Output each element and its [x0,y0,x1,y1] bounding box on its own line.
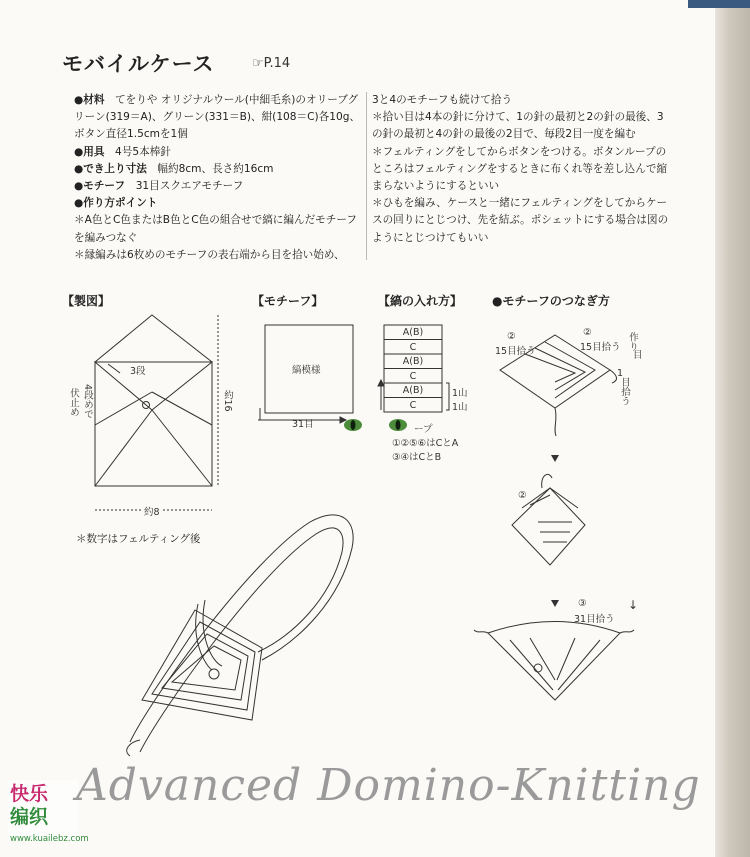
joining-n2c: ② [518,490,527,501]
point-1: ＊A色とC色またはB色とC色の組合せで縞に編んだモチーフを編みつなぐ [74,214,358,244]
stripe-row-6: C [409,399,417,411]
joining-pick15a: 15目拾う [495,346,536,357]
stripe-pattern-label: 縞模様 [292,365,321,376]
materials-text: てをりや オリジナルウール(中細毛糸)のオリーブグリーン(319＝A)、グリーン(331＝B)、紺(108＝C)各10g、ボタン直径1.5cmを1個 [74,94,361,141]
combo-label-1: ①②⑤⑥はCとA [392,438,459,449]
joining-start1: 作り [627,332,638,351]
rope-fragment-label: ープ [414,424,433,435]
watermark-text: Advanced Domino-Knitting [76,760,701,811]
motif-label: ●モチーフ [74,180,126,193]
rows3-label: 3段 [130,366,146,377]
cat-eye-sticker [344,419,407,431]
points-label: ●作り方ポイント [74,197,158,210]
joining-n2a: ② [507,331,516,342]
point-4: ＊フェルティングをしてからボタンをつける。ボタンループのところはフェルティングをするときに布くれ等を差し込んで縮まらないようにするといい [372,145,668,193]
joining-start2: 目 [633,350,643,361]
stripe-row-1: A(B) [402,327,424,338]
bind-off-label-1: 伏止め [68,388,79,417]
height-label: 約16 [222,390,233,412]
diagram-heading: 【製図】 [62,294,111,308]
joining-n3: ③ [578,598,587,609]
joining-heading: ●モチーフのつなぎ方 [492,294,610,308]
tools-text: 4号5本棒針 [115,145,171,158]
combo-label-2: ③④はCとB [392,452,442,463]
point-2-continued: 3と4のモチーフも続けて拾う [372,94,513,106]
case-with-strap-illustration [127,515,353,756]
joining-pick1: 目拾う [619,377,630,406]
mountain-label-2: 1山 [452,402,468,413]
joining-pick15b: 15目拾う [580,342,621,353]
motif-heading: 【モチーフ】 [252,294,324,308]
joining-n2b: ② [583,327,592,338]
page-ref-number: P.14 [263,56,291,71]
materials-label: ●材料 [74,94,105,106]
mountain-label-1: 1山 [452,388,468,399]
stitch-count-label: 31目 [292,419,314,430]
joining-pick31: 31目拾う [574,614,615,625]
pointing-hand-icon: ☞ [252,56,264,71]
motif-text: 31目スクエアモチーフ [135,180,244,193]
width-label: 約8 [142,504,162,518]
joining-step-3 [474,622,634,701]
joining-arrow: ↓ [628,598,639,612]
page-title: モバイルケース [62,52,215,76]
logo-line-2: 编织 [10,806,49,828]
stripe-row-2: C [409,341,417,353]
bind-off-label-2: 4段めで [82,384,93,419]
stripe-row-5: A(B) [402,385,424,396]
felting-note: ＊数字はフェルティング後 [76,533,201,545]
size-label: ●でき上り寸法 [74,162,147,175]
joining-step-2 [512,474,585,565]
joining-n1: 1 [617,368,624,379]
size-text: 幅約8cm、長さ約16cm [157,162,274,175]
logo-url: www.kuailebz.com [10,834,89,844]
point-2: ＊縁編みは6枚めのモチーフの表右端から目を拾い始め、 [74,248,345,261]
point-3: ＊拾い目は4本の針に分けて、1の針の最初と2の針の最後、3の針の最初と4の針の最後の2目で、毎段2目一度を編む [372,111,664,141]
case-pattern-diagram [95,315,218,510]
point-5: ＊ひもを編み、ケースと一緒にフェルティングをしてからケースの回りにとじつけ、先を結ぶ。ポシェットにする場合は図のようにとじつけてもいい [372,197,669,244]
stripes-heading: 【縞の入れ方】 [378,294,463,308]
stripe-row-4: C [409,370,417,382]
stripe-row-3: A(B) [402,356,424,367]
tools-label: ●用具 [74,145,105,158]
logo-line-1: 快乐 [10,783,49,805]
